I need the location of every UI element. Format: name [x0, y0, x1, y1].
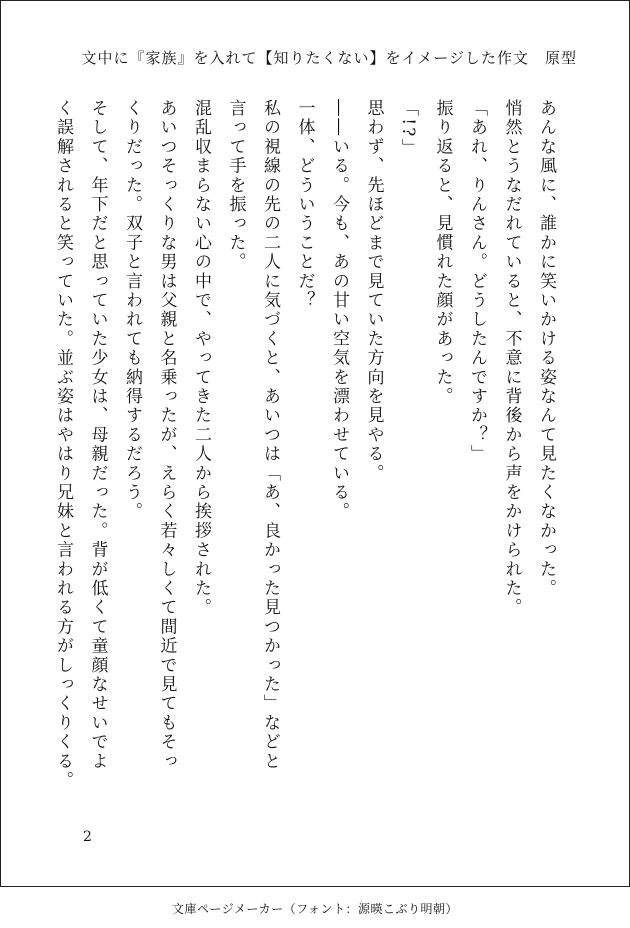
text-line: 「あれ、りんさん。どうしたんですか？」 [467, 99, 487, 464]
footer-credit: 文庫ページメーカー（フォント：源暎こぶり明朝） [171, 902, 459, 916]
text-line: そして、年下だと思っていた少女は、母親だった。背が低くて童顔なせいでよ [87, 99, 108, 771]
text-line: あんな風に、誰かに笑いかける姿なんて見たくなかった。 [536, 99, 556, 599]
text-line: ――いる。今も、あの甘い空気を漂わせている。 [329, 99, 349, 522]
text-line: 混乱収まらない心の中で、やってきた二人から挨拶された。 [191, 99, 211, 618]
page-number: 2 [83, 829, 92, 845]
text-line: 言って手を振った。 [225, 99, 246, 272]
text-line: 一体、どういうことだ？ [294, 99, 315, 311]
text-line: 私の視線の先の二人に気づくと、あいつは「あ、良かった見つかった」などと [260, 99, 280, 771]
page-title: 文中に『家族』を入れて【知りたくない】をイメージした作文 原型 [81, 49, 577, 67]
text-line: 振り返ると、見慣れた顔があった。 [432, 99, 453, 407]
text-line: あいつそっくりな男は父親と名乗ったが、えらく若々しくて間近で見てもそっ [156, 99, 177, 771]
text-line: く誤解されると笑っていた。並ぶ姿はやはり兄妹と言われる方がしっくりくる。 [53, 99, 73, 791]
body-text [41, 99, 563, 799]
text-line: 「!?」 [398, 99, 418, 158]
text-line: 悄然とうなだれていると、不意に背後から声をかけられた。 [501, 99, 522, 618]
text-line: 思わず、先ほどまで見ていた方向を見やる。 [363, 99, 384, 483]
text-line: くりだった。双子と言われても納得するだろう。 [122, 99, 142, 522]
